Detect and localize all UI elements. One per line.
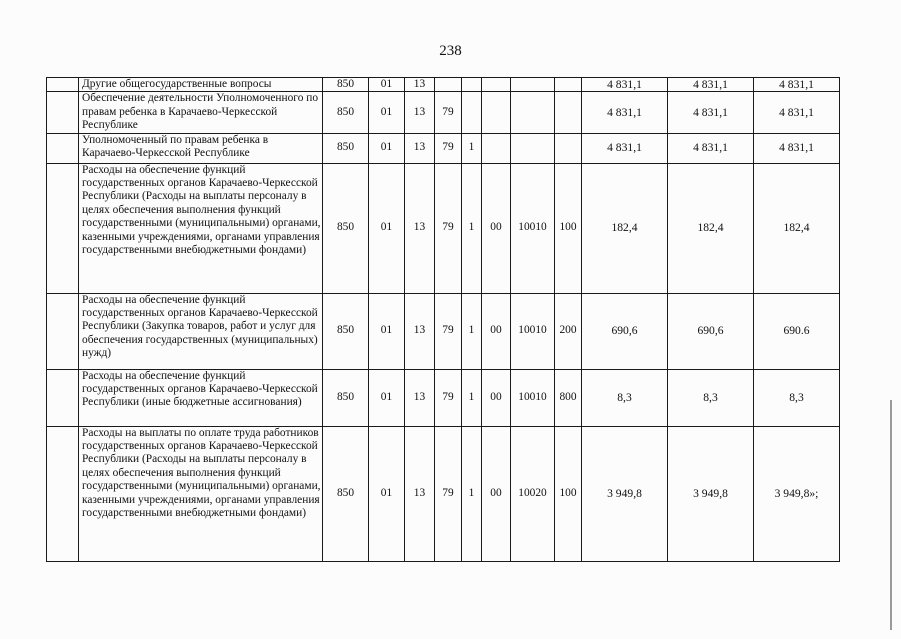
activity-code bbox=[482, 92, 511, 133]
program-code: 79 bbox=[435, 92, 462, 133]
row-number-cell bbox=[47, 369, 79, 426]
direction-code: 10010 bbox=[511, 163, 555, 293]
ministry-code: 850 bbox=[323, 133, 369, 163]
page-number: 238 bbox=[439, 43, 462, 59]
amount-year-3: 182,4 bbox=[754, 163, 840, 293]
ministry-code: 850 bbox=[323, 78, 369, 92]
amount-year-3: 8,3 bbox=[754, 369, 840, 426]
activity-code bbox=[482, 133, 511, 163]
program-code: 79 bbox=[435, 163, 462, 293]
budget-item-name: Другие общегосударственные вопросы bbox=[79, 78, 323, 92]
subprogram-code: 1 bbox=[462, 163, 482, 293]
activity-code: 00 bbox=[482, 426, 511, 561]
budget-item-name: Обеспечение деятельности Уполномоченного по правам ребенка в Карачаево-Черкесской Республике bbox=[79, 92, 323, 133]
section-code: 01 bbox=[369, 426, 405, 561]
expense-type-code bbox=[555, 133, 582, 163]
amount-year-2: 4 831,1 bbox=[668, 133, 754, 163]
subsection-code: 13 bbox=[405, 133, 435, 163]
subsection-code: 13 bbox=[405, 369, 435, 426]
amount-year-2: 3 949,8 bbox=[668, 426, 754, 561]
budget-item-name: Уполномоченный по правам ребенка в Карачаево-Черкесской Республике bbox=[79, 133, 323, 163]
direction-code bbox=[511, 78, 555, 92]
expense-type-code: 100 bbox=[555, 426, 582, 561]
amount-year-1: 4 831,1 bbox=[582, 92, 668, 133]
subsection-code: 13 bbox=[405, 163, 435, 293]
amount-year-2: 690,6 bbox=[668, 293, 754, 369]
subprogram-code bbox=[462, 78, 482, 92]
section-code: 01 bbox=[369, 133, 405, 163]
section-code: 01 bbox=[369, 92, 405, 133]
program-code: 79 bbox=[435, 426, 462, 561]
direction-code: 10010 bbox=[511, 293, 555, 369]
direction-code: 10020 bbox=[511, 426, 555, 561]
subprogram-code: 1 bbox=[462, 426, 482, 561]
amount-year-1: 4 831,1 bbox=[582, 78, 668, 92]
amount-year-3: 4 831,1 bbox=[754, 133, 840, 163]
budget-item-name: Расходы на обеспечение функций государственных органов Карачаево-Черкесской Республики (Закупка товаров, работ и услуг для обеспечения государственных (муниципальных) нужд) bbox=[79, 293, 323, 369]
section-code: 01 bbox=[369, 163, 405, 293]
section-code: 01 bbox=[369, 369, 405, 426]
expense-type-code bbox=[555, 92, 582, 133]
subsection-code: 13 bbox=[405, 426, 435, 561]
budget-item-name: Расходы на обеспечение функций государственных органов Карачаево-Черкесской Республики (иные бюджетные ассигнования) bbox=[79, 369, 323, 426]
subprogram-code bbox=[462, 92, 482, 133]
amount-year-2: 4 831,1 bbox=[668, 92, 754, 133]
row-number-cell bbox=[47, 163, 79, 293]
activity-code: 00 bbox=[482, 163, 511, 293]
table-row bbox=[47, 293, 840, 369]
row-number-cell bbox=[47, 426, 79, 561]
table-row bbox=[47, 369, 840, 426]
amount-year-2: 8,3 bbox=[668, 369, 754, 426]
ministry-code: 850 bbox=[323, 92, 369, 133]
ministry-code: 850 bbox=[323, 293, 369, 369]
amount-year-2: 182,4 bbox=[668, 163, 754, 293]
section-code: 01 bbox=[369, 78, 405, 92]
row-number-cell bbox=[47, 78, 79, 92]
amount-year-2: 4 831,1 bbox=[668, 78, 754, 92]
table-row bbox=[47, 133, 840, 163]
amount-year-1: 3 949,8 bbox=[582, 426, 668, 561]
direction-code bbox=[511, 133, 555, 163]
activity-code: 00 bbox=[482, 293, 511, 369]
direction-code: 10010 bbox=[511, 369, 555, 426]
amount-year-1: 8,3 bbox=[582, 369, 668, 426]
program-code: 79 bbox=[435, 293, 462, 369]
row-number-cell bbox=[47, 293, 79, 369]
expense-type-code: 800 bbox=[555, 369, 582, 426]
amount-year-3: 3 949,8»; bbox=[754, 426, 840, 561]
expense-type-code: 200 bbox=[555, 293, 582, 369]
budget-item-name: Расходы на обеспечение функций государственных органов Карачаево-Черкесской Республики (Расходы на выплаты персоналу в целях обеспечения выполнения функций государственными (муниципальными) органами, казенными учреждениями, органами управления государственными внебюджетными фондами) bbox=[79, 163, 323, 293]
amount-year-3: 4 831,1 bbox=[754, 92, 840, 133]
subsection-code: 13 bbox=[405, 92, 435, 133]
amount-year-3: 690.6 bbox=[754, 293, 840, 369]
subprogram-code: 1 bbox=[462, 369, 482, 426]
table-row bbox=[47, 78, 840, 92]
budget-item-name: Расходы на выплаты по оплате труда работников государственных органов Карачаево-Черкесской Республики (Расходы на выплаты персоналу в целях обеспечения выполнения функций государственными (муниципальными) органами, казенными учреждениями, органами управления государственными внебюджетными фондами) bbox=[79, 426, 323, 561]
expense-type-code bbox=[555, 78, 582, 92]
section-code: 01 bbox=[369, 293, 405, 369]
budget-table bbox=[46, 77, 840, 562]
program-code: 79 bbox=[435, 369, 462, 426]
table-row bbox=[47, 426, 840, 561]
amount-year-1: 690,6 bbox=[582, 293, 668, 369]
expense-type-code: 100 bbox=[555, 163, 582, 293]
table-row bbox=[47, 163, 840, 293]
activity-code bbox=[482, 78, 511, 92]
row-number-cell bbox=[47, 133, 79, 163]
direction-code bbox=[511, 92, 555, 133]
program-code bbox=[435, 78, 462, 92]
activity-code: 00 bbox=[482, 369, 511, 426]
page-edge-shadow bbox=[890, 400, 892, 630]
ministry-code: 850 bbox=[323, 369, 369, 426]
subprogram-code: 1 bbox=[462, 293, 482, 369]
row-number-cell bbox=[47, 92, 79, 133]
table-body bbox=[47, 78, 840, 562]
table-row bbox=[47, 92, 840, 133]
amount-year-1: 182,4 bbox=[582, 163, 668, 293]
subsection-code: 13 bbox=[405, 78, 435, 92]
ministry-code: 850 bbox=[323, 163, 369, 293]
program-code: 79 bbox=[435, 133, 462, 163]
amount-year-1: 4 831,1 bbox=[582, 133, 668, 163]
amount-year-3: 4 831,1 bbox=[754, 78, 840, 92]
ministry-code: 850 bbox=[323, 426, 369, 561]
subprogram-code: 1 bbox=[462, 133, 482, 163]
subsection-code: 13 bbox=[405, 293, 435, 369]
